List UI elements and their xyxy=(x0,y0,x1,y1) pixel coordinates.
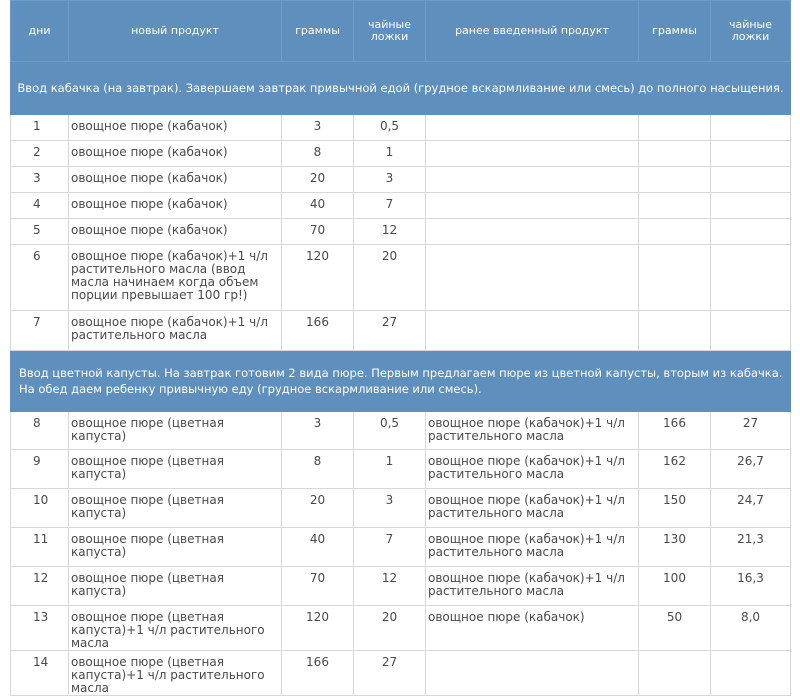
teaspoons-cell: 27 xyxy=(354,311,426,351)
grams-cell: 3 xyxy=(282,115,354,141)
new-product-cell: овощное пюре (цветная капуста) xyxy=(69,567,282,606)
table-row xyxy=(11,115,791,141)
teaspoons-cell: 20 xyxy=(354,245,426,311)
grams-cell: 8 xyxy=(282,141,354,167)
table-row xyxy=(11,567,791,606)
grams-cell: 20 xyxy=(282,489,354,528)
grams-cell: 20 xyxy=(282,167,354,193)
table-row xyxy=(11,141,791,167)
section-zucchini-text: Ввод кабачка (на завтрак). Завершаем завтрак привычной едой (грудное вскармливание или смесь) до полного насыщения. xyxy=(11,62,791,115)
teaspoons-cell: 12 xyxy=(354,567,426,606)
grams-cell: 70 xyxy=(282,567,354,606)
section-cauliflower-text: Ввод цветной капусты. На завтрак готовим 2 вида пюре. Первым предлагаем пюре из цветной капусты, вторым из кабачка. На обед даем ребенку привычную еду (грудное вскармливание или смесь). xyxy=(11,351,791,412)
prev-grams-cell: 162 xyxy=(639,450,711,489)
new-product-cell: овощное пюре (цветная капуста)+1 ч/л растительного масла xyxy=(69,651,282,696)
prev-grams-cell xyxy=(639,311,711,351)
new-product-cell: овощное пюре (кабачок)+1 ч/л растительного масла (ввод масла начинаем когда объем порции превышает 100 гр!) xyxy=(69,245,282,311)
table-row xyxy=(11,311,791,351)
new-product-cell: овощное пюре (кабачок) xyxy=(69,193,282,219)
day-cell: 4 xyxy=(11,193,69,219)
new-product-cell: овощное пюре (кабачок)+1 ч/л растительного масла xyxy=(69,311,282,351)
table-row xyxy=(11,528,791,567)
table-row xyxy=(11,489,791,528)
prev-grams-cell: 100 xyxy=(639,567,711,606)
teaspoons-cell: 27 xyxy=(354,651,426,696)
day-cell: 12 xyxy=(11,567,69,606)
prev-product-cell: овощное пюре (кабачок) xyxy=(426,606,639,651)
teaspoons-cell: 12 xyxy=(354,219,426,245)
day-cell: 11 xyxy=(11,528,69,567)
prev-teaspoons-cell: 27 xyxy=(711,412,791,450)
prev-product-cell: овощное пюре (кабачок)+1 ч/л растительного масла xyxy=(426,412,639,450)
table-row xyxy=(11,412,791,450)
table-row xyxy=(11,651,791,696)
teaspoons-cell: 0,5 xyxy=(354,412,426,450)
section-cauliflower xyxy=(11,351,791,412)
prev-teaspoons-cell xyxy=(711,219,791,245)
new-product-cell: овощное пюре (цветная капуста) xyxy=(69,489,282,528)
grams-cell: 40 xyxy=(282,193,354,219)
header-row xyxy=(11,1,791,62)
prev-teaspoons-cell xyxy=(711,115,791,141)
prev-product-cell: овощное пюре (кабачок)+1 ч/л растительного масла xyxy=(426,489,639,528)
teaspoons-cell: 7 xyxy=(354,528,426,567)
prev-grams-cell: 130 xyxy=(639,528,711,567)
prev-grams-cell xyxy=(639,141,711,167)
prev-teaspoons-cell xyxy=(711,141,791,167)
prev-grams-cell xyxy=(639,651,711,696)
table-row xyxy=(11,193,791,219)
prev-grams-cell: 166 xyxy=(639,412,711,450)
prev-product-cell: овощное пюре (кабачок)+1 ч/л растительного масла xyxy=(426,450,639,489)
prev-grams-cell xyxy=(639,115,711,141)
day-cell: 2 xyxy=(11,141,69,167)
table-row xyxy=(11,245,791,311)
day-cell: 14 xyxy=(11,651,69,696)
grams-cell: 40 xyxy=(282,528,354,567)
prev-product-cell: овощное пюре (кабачок)+1 ч/л растительного масла xyxy=(426,528,639,567)
day-cell: 6 xyxy=(11,245,69,311)
day-cell: 8 xyxy=(11,412,69,450)
teaspoons-cell: 3 xyxy=(354,489,426,528)
prev-teaspoons-cell xyxy=(711,311,791,351)
grams-cell: 3 xyxy=(282,412,354,450)
header-new-product: новый продукт xyxy=(69,1,282,62)
new-product-cell: овощное пюре (цветная капуста) xyxy=(69,450,282,489)
teaspoons-cell: 7 xyxy=(354,193,426,219)
header-teaspoons: чайные ложки xyxy=(354,1,426,62)
new-product-cell: овощное пюре (кабачок) xyxy=(69,167,282,193)
table-row xyxy=(11,167,791,193)
prev-teaspoons-cell: 24,7 xyxy=(711,489,791,528)
day-cell: 13 xyxy=(11,606,69,651)
prev-teaspoons-cell: 26,7 xyxy=(711,450,791,489)
teaspoons-cell: 0,5 xyxy=(354,115,426,141)
prev-teaspoons-cell: 16,3 xyxy=(711,567,791,606)
teaspoons-cell: 1 xyxy=(354,141,426,167)
new-product-cell: овощное пюре (кабачок) xyxy=(69,141,282,167)
header-grams: граммы xyxy=(282,1,354,62)
new-product-cell: овощное пюре (кабачок) xyxy=(69,115,282,141)
prev-product-cell xyxy=(426,245,639,311)
teaspoons-cell: 1 xyxy=(354,450,426,489)
table-row xyxy=(11,606,791,651)
new-product-cell: овощное пюре (цветная капуста)+1 ч/л растительного масла xyxy=(69,606,282,651)
table-row xyxy=(11,219,791,245)
prev-product-cell xyxy=(426,141,639,167)
prev-product-cell xyxy=(426,219,639,245)
prev-grams-cell xyxy=(639,193,711,219)
prev-product-cell xyxy=(426,193,639,219)
day-cell: 9 xyxy=(11,450,69,489)
prev-teaspoons-cell xyxy=(711,167,791,193)
new-product-cell: овощное пюре (цветная капуста) xyxy=(69,412,282,450)
teaspoons-cell: 3 xyxy=(354,167,426,193)
prev-teaspoons-cell xyxy=(711,245,791,311)
day-cell: 5 xyxy=(11,219,69,245)
section-zucchini xyxy=(11,62,791,115)
prev-grams-cell: 150 xyxy=(639,489,711,528)
prev-teaspoons-cell xyxy=(711,193,791,219)
header-grams-prev: граммы xyxy=(639,1,711,62)
new-product-cell: овощное пюре (цветная капуста) xyxy=(69,528,282,567)
prev-grams-cell: 50 xyxy=(639,606,711,651)
prev-product-cell: овощное пюре (кабачок)+1 ч/л растительного масла xyxy=(426,567,639,606)
grams-cell: 120 xyxy=(282,245,354,311)
header-days: дни xyxy=(11,1,69,62)
header-prev-product: ранее введенный продукт xyxy=(426,1,639,62)
day-cell: 1 xyxy=(11,115,69,141)
grams-cell: 166 xyxy=(282,311,354,351)
grams-cell: 166 xyxy=(282,651,354,696)
schedule-table xyxy=(10,0,791,696)
prev-teaspoons-cell: 21,3 xyxy=(711,528,791,567)
prev-product-cell xyxy=(426,311,639,351)
grams-cell: 70 xyxy=(282,219,354,245)
day-cell: 3 xyxy=(11,167,69,193)
day-cell: 7 xyxy=(11,311,69,351)
grams-cell: 8 xyxy=(282,450,354,489)
prev-product-cell xyxy=(426,115,639,141)
prev-product-cell xyxy=(426,651,639,696)
table-row xyxy=(11,450,791,489)
grams-cell: 120 xyxy=(282,606,354,651)
teaspoons-cell: 20 xyxy=(354,606,426,651)
prev-teaspoons-cell xyxy=(711,651,791,696)
new-product-cell: овощное пюре (кабачок) xyxy=(69,219,282,245)
prev-grams-cell xyxy=(639,245,711,311)
day-cell: 10 xyxy=(11,489,69,528)
prev-teaspoons-cell: 8,0 xyxy=(711,606,791,651)
prev-product-cell xyxy=(426,167,639,193)
prev-grams-cell xyxy=(639,167,711,193)
header-teaspoons-prev: чайные ложки xyxy=(711,1,791,62)
prev-grams-cell xyxy=(639,219,711,245)
